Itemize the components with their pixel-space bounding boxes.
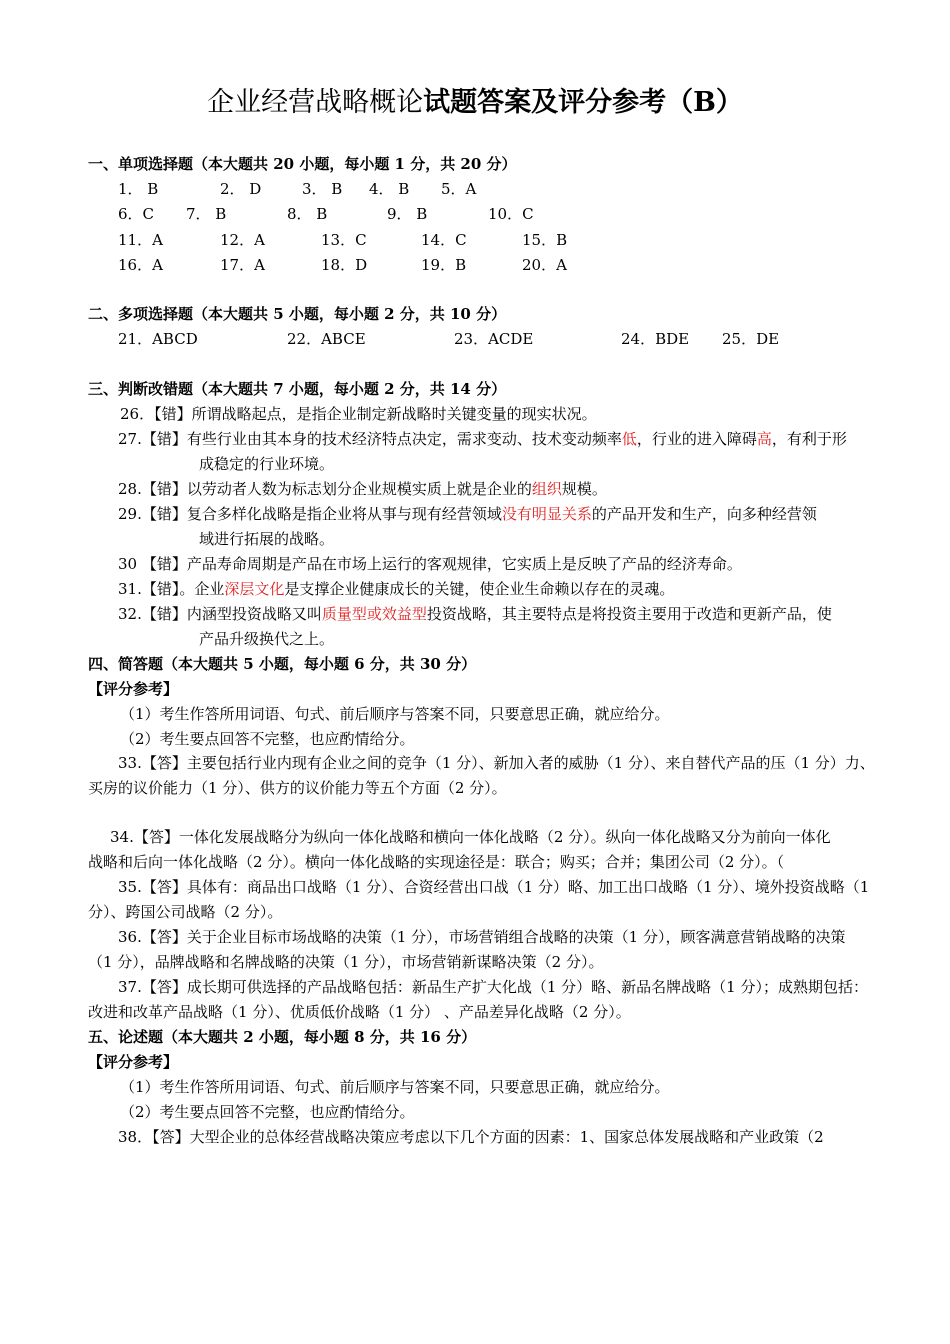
s1-answer: 5．A — [441, 180, 477, 198]
section5-ref: 【评分参考】 — [88, 1053, 179, 1071]
q28-text: 规模。 — [561, 480, 607, 498]
s2-answer: 22．ABCE — [287, 330, 366, 348]
q31-text: 是支撑企业健康成长的关键，使企业生命赖以存在的灵魂。 — [284, 580, 675, 598]
s2-answer: 23．ACDE — [454, 330, 534, 348]
q28-text: 28.【错】以劳动者人数为标志划分企业规模实质上就是企业的 — [118, 480, 532, 498]
s1-answer: 7． B — [186, 205, 227, 223]
section4-heading: 四、简答题（本大题共 5 小题，每小题 6 分，共 30 分） — [88, 655, 477, 673]
s1-answer: 13．C — [321, 231, 367, 249]
section1-heading: 一、单项选择题（本大题共 20 小题，每小题 1 分，共 20 分） — [88, 155, 517, 173]
s1-answer: 12．A — [220, 231, 265, 249]
section4-rule2: （2）考生要点回答不完整，也应酌情给分。 — [120, 730, 415, 748]
s1-answer: 1． B — [118, 180, 159, 198]
q35-line1: 35.【答】具体有：商品出口战略（1 分）、合资经营出口战（1 分）略、加工出口战略（1 分）、境外投资战略（1 — [118, 878, 870, 896]
q32-line1 — [118, 604, 832, 624]
q32-text: 投资战略，其主要特点是将投资主要用于改造和更新产品，使 — [426, 605, 832, 623]
q37-line2: 改进和改革产品战略（1 分）、优质低价战略（1 分） 、产品差异化战略（2 分）。 — [88, 1003, 631, 1021]
section4-ref: 【评分参考】 — [88, 680, 179, 698]
section5-heading: 五、论述题（本大题共 2 小题，每小题 8 分，共 16 分） — [88, 1028, 477, 1046]
q29-line2: 域进行拓展的战略。 — [199, 530, 335, 548]
s1-answer: 16．A — [118, 256, 163, 274]
s2-answer: 21．ABCD — [118, 330, 198, 348]
q38: 38．【答】大型企业的总体经营战略决策应考虑以下几个方面的因素：1、国家总体发展战略和产业政策（2 — [118, 1128, 824, 1146]
s1-answer: 17．A — [220, 256, 265, 274]
q34-line2: 战略和后向一体化战略（2 分）。横向一体化战略的实现途径是：联合；购买；合并；集团公司（2 分）。（ — [88, 853, 785, 871]
q27-text: ，有利于形 — [771, 430, 847, 448]
q27-line2: 成稳定的行业环境。 — [199, 455, 335, 473]
section3-heading: 三、判断改错题（本大题共 7 小题，每小题 2 分，共 14 分） — [88, 380, 507, 398]
s1-answer: 8． B — [287, 205, 328, 223]
s2-answer: 24．BDE — [621, 330, 690, 348]
s1-answer: 10．C — [488, 205, 534, 223]
q27-highlight: 低 — [621, 430, 637, 448]
title-bold: 试题答案及评分参考（B） — [423, 87, 743, 118]
q31-highlight: 深层文化 — [224, 580, 285, 598]
q31 — [118, 579, 674, 599]
title-normal: 企业经营战略概论 — [207, 87, 424, 118]
s1-answer: 2． D — [220, 180, 262, 198]
q30: 30 【错】产品寿命周期是产品在市场上运行的客观规律，它实质上是反映了产品的经济寿命。 — [118, 555, 742, 573]
q32-text: 32.【错】内涵型投资战略又叫 — [118, 605, 322, 623]
q27-text: 27.【错】有些行业由其本身的技术经济特点决定，需求变动、技术变动频率 — [118, 430, 622, 448]
section4-rule1: （1）考生作答所用词语、句式、前后顺序与答案不同，只要意思正确，就应给分。 — [120, 705, 670, 723]
s2-answer: 25．DE — [722, 330, 780, 348]
s1-answer: 15．B — [522, 231, 568, 249]
q28-highlight: 组织 — [531, 480, 562, 498]
s1-answer: 18．D — [321, 256, 368, 274]
s1-answer: 14．C — [421, 231, 467, 249]
q32-highlight: 质量型或效益型 — [321, 605, 427, 623]
q31-text: 31.【错】。企业 — [118, 580, 225, 598]
q27-highlight: 高 — [756, 430, 772, 448]
q34-line1: 34.【答】一体化发展战略分为纵向一体化战略和横向一体化战略（2 分）。纵向一体化战略又分为前向一体化 — [110, 828, 831, 846]
q27-line1 — [118, 429, 847, 449]
s1-answer: 4． B — [369, 180, 410, 198]
q37-line1: 37.【答】成长期可供选择的产品战略包括：新品生产扩大化战（1 分）略、新品名牌战略（1 分）；成熟期包括： — [118, 978, 868, 996]
q29-highlight: 没有明显关系 — [501, 505, 592, 523]
q28 — [118, 479, 607, 499]
s1-answer: 19．B — [421, 256, 467, 274]
s1-answer: 6．C — [118, 205, 155, 223]
q33-line2: 买房的议价能力（1 分）、供方的议价能力等五个方面（2 分）。 — [88, 779, 507, 797]
q29-line1 — [118, 504, 817, 524]
section5-rule1: （1）考生作答所用词语、句式、前后顺序与答案不同，只要意思正确，就应给分。 — [120, 1078, 670, 1096]
section5-rule2: （2）考生要点回答不完整，也应酌情给分。 — [120, 1103, 415, 1121]
q29-text: 29.【错】复合多样化战略是指企业将从事与现有经营领域 — [118, 505, 502, 523]
q36-line2: （1 分），品牌战略和名牌战略的决策（1 分），市场营销新谋略决策（2 分）。 — [88, 953, 604, 971]
q32-line2: 产品升级换代之上。 — [199, 630, 335, 648]
q36-line1: 36.【答】关于企业目标市场战略的决策（1 分），市场营销组合战略的决策（1 分），顾客满意营销战略的决策 — [118, 928, 846, 946]
page-title — [0, 80, 950, 119]
q35-line2: 分）、跨国公司战略（2 分）。 — [88, 903, 283, 921]
s1-answer: 20．A — [522, 256, 567, 274]
q26: 26．【错】所谓战略起点，是指企业制定新战略时关键变量的现实状况。 — [120, 405, 597, 423]
s1-answer: 3． B — [302, 180, 343, 198]
q29-text: 的产品开发和生产，向多种经营领 — [591, 505, 817, 523]
section2-heading: 二、多项选择题（本大题共 5 小题，每小题 2 分，共 10 分） — [88, 305, 507, 323]
q27-text: ，行业的进入障碍 — [636, 430, 757, 448]
s1-answer: 9． B — [387, 205, 428, 223]
s1-answer: 11．A — [118, 231, 163, 249]
q33-line1: 33.【答】主要包括行业内现有企业之间的竞争（1 分）、新加入者的威胁（1 分）、来自替代产品的压（1 分）力、 — [118, 754, 875, 772]
